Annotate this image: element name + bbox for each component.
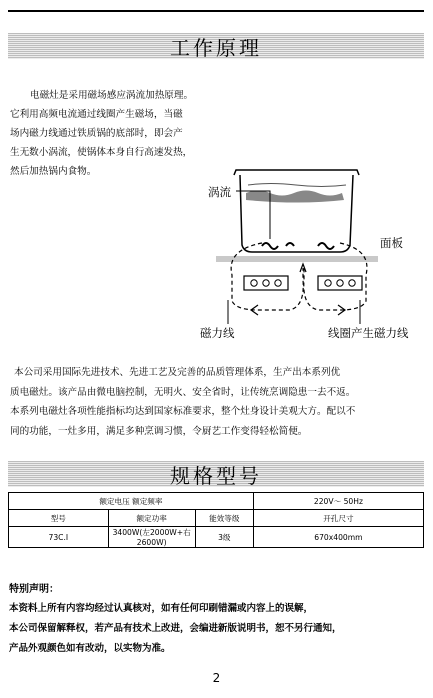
intro-line: 然后加热锅内食物。 (10, 166, 97, 177)
header-efficiency-grade: 能效等级 (195, 510, 253, 527)
cell-efficiency-grade: 3级 (195, 527, 253, 548)
eddy-current-marks (262, 243, 334, 249)
coil-left (244, 276, 288, 290)
cell-model: 73C.Ⅰ (9, 527, 109, 548)
description-line: 本公司采用国际先进技术、先进工艺及完善的品质管理体系，生产出本系列优 (14, 367, 341, 378)
spec-table (8, 492, 424, 548)
table-row (9, 493, 424, 510)
pot-rim (234, 170, 359, 175)
header-cutout-size: 开孔尺寸 (253, 510, 423, 527)
pot-body (240, 175, 353, 252)
table-row (9, 510, 424, 527)
label-magnetic-lines: 磁力线 (200, 326, 235, 340)
notice-body (9, 599, 429, 659)
top-rule (8, 10, 424, 12)
magnetic-loop-right (304, 243, 367, 310)
intro-line: 生无数小涡流，使锅体本身自行高速发热， (10, 147, 193, 158)
label-panel: 面板 (380, 236, 403, 250)
intro-line: 场内磁力线通过铁质锅的底部时，即会产 (10, 128, 183, 139)
page-number: 2 (212, 671, 221, 685)
product-description (10, 363, 424, 441)
notice-line: 本资料上所有内容均经过认真核对，如有任何印刷错漏或内容上的误解， (9, 603, 314, 614)
cooktop-panel (216, 256, 378, 262)
section-title-working-principle: 工作原理 (8, 33, 424, 59)
notice-title: 特别声明： (9, 584, 59, 595)
label-eddy: 涡流 (208, 185, 231, 199)
label-coil-lines: 线圈产生磁力线 (328, 326, 409, 340)
coil-right (318, 276, 362, 290)
intro-paragraph (10, 86, 225, 181)
rated-voltage-frequency-value: 220V～ 50Hz (253, 493, 423, 510)
description-line: 本系列电磁灶各项性能指标均达到国家标准要求，整个灶身设计美观大方。配以不 (10, 406, 356, 417)
eddy-leader (236, 191, 270, 239)
table-row (9, 527, 424, 548)
header-model: 型号 (9, 510, 109, 527)
description-line: 同的功能，一灶多用，满足多种烹调习惯，令厨艺工作变得轻松简便。 (10, 425, 308, 437)
cell-rated-power: 3400W(左2000W+右2600W) (108, 527, 195, 548)
magnetic-loop-left (231, 243, 303, 310)
intro-line: 电磁灶是采用磁场感应涡流加热原理。 (30, 90, 194, 101)
header-rated-power: 额定功率 (108, 510, 195, 527)
cell-cutout-size: 670x400mm (253, 527, 423, 548)
rated-voltage-frequency-label: 额定电压 额定频率 (9, 493, 254, 510)
pot-food (246, 191, 344, 203)
intro-line: 它利用高频电流通过线圈产生磁场，当磁 (10, 109, 183, 120)
description-line: 质电磁灶。该产品由微电脑控制，无明火、安全省时，让传统烹调隐患一去不返。 (10, 386, 356, 398)
notice-line: 本公司保留解释权，若产品有技术上改进，会编进新版说明书，恕不另行通知， (9, 623, 342, 634)
notice-line: 产品外观颜色如有改动，以实物为准。 (9, 643, 171, 654)
section-title-spec: 规格型号 (8, 461, 424, 487)
